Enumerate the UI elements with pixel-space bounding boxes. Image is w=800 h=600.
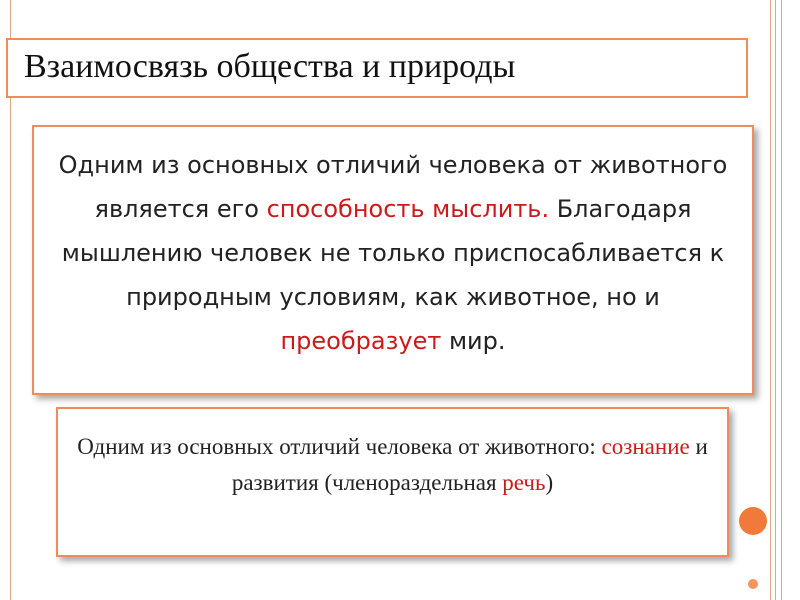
main-highlight-thinking: способность мыслить. [266, 195, 550, 223]
slide-title: Взаимосвязь общества и природы [24, 48, 516, 85]
frame-line-right-inner [775, 0, 776, 600]
secondary-text-part3: ) [545, 470, 554, 495]
main-paragraph [44, 143, 742, 363]
main-text-part1: Одним из основных отличий человека от животного является его [58, 151, 728, 223]
secondary-paragraph [68, 429, 717, 501]
decorative-dot-large [739, 507, 767, 535]
secondary-text-box [56, 407, 729, 557]
secondary-text-part1: Одним из основных отличий человека от животного: [77, 434, 602, 459]
main-highlight-transforms: преобразует [280, 327, 442, 355]
frame-line-right-outer [770, 0, 771, 600]
main-text-box [32, 125, 754, 395]
main-text-part2: Благодаря мышлению человек не только приспосабливается к природным условиям, как животное, но и [61, 195, 725, 311]
decorative-dot-small [748, 579, 758, 589]
secondary-highlight-speech: речь [502, 470, 546, 495]
secondary-highlight-consciousness: сознание [601, 434, 690, 459]
secondary-text-part2: и развития (членораздельная [231, 434, 708, 495]
frame-line-right-edge [781, 0, 782, 600]
title-box [6, 38, 748, 98]
main-text-part3: мир. [441, 327, 506, 355]
